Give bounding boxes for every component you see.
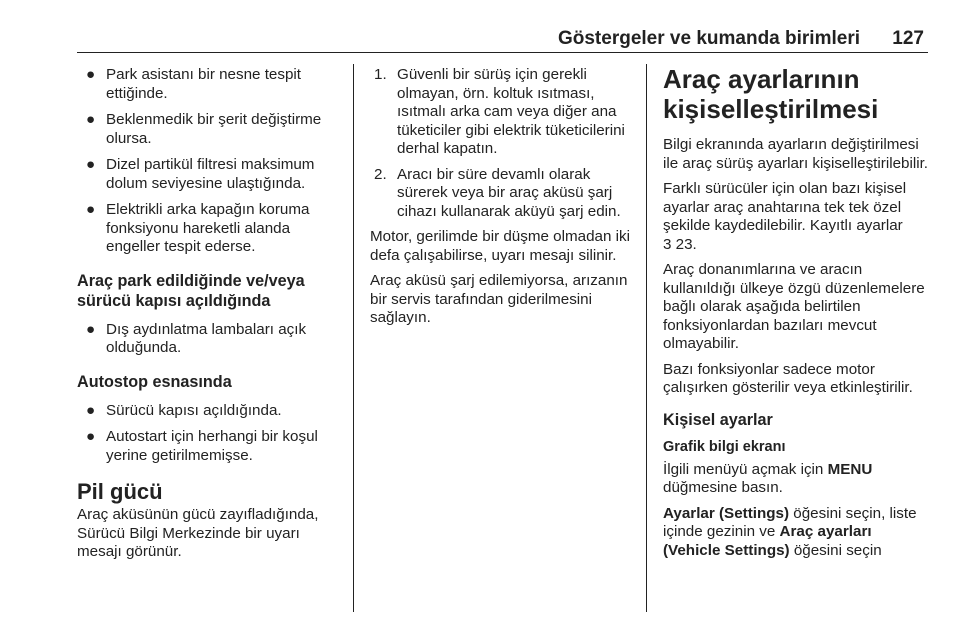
- paragraph-settings-nav: Ayarlar (Settings) öğesini seçin, liste içinde gezinin ve Araç ayarları (Vehicle Settings) öğesini seçin: [663, 504, 917, 559]
- paragraph-service: Araç aküsü şarj edilemiyorsa, arızanın bir servis tarafından giderilmesini sağlayın.: [370, 272, 628, 326]
- bullet-icon: ●: [86, 320, 96, 338]
- list-item: ● Sürücü kapısı açıldığında.: [86, 401, 282, 419]
- vehicle-settings-label: Araç ayarları (Vehicle Settings): [663, 523, 872, 559]
- battery-power-text: Araç aküsünün gücü zayıfladığında, Sürücü Bilgi Merkezinde bir uyarı mesajı görünür.: [77, 506, 319, 560]
- list-item: ● Dış aydınlatma lambaları açık olduğunda.: [86, 320, 307, 356]
- bullet-icon: ●: [86, 111, 96, 128]
- section-title: Araç ayarlarının kişiselleştirilmesi: [663, 64, 879, 124]
- column-divider-left: [353, 64, 354, 612]
- page-number: 127: [892, 28, 924, 49]
- column-divider-right: [646, 64, 647, 612]
- battery-steps-list: [370, 66, 636, 221]
- warning-conditions-list: [77, 66, 339, 257]
- bullet-icon: ●: [86, 66, 96, 83]
- page-reference: 3 23.: [663, 235, 697, 253]
- bullet-icon: ●: [86, 428, 96, 445]
- paragraph-availability: Araç donanımlarına ve aracın kullanıldığı ülkeye özgü düzenlemelere bağlı olarak aşağıda belirtilen fonksiyonlardan bazıları mevcut olmayabilir.: [663, 261, 925, 352]
- chapter-title: Göstergeler ve kumanda birimleri: [557, 28, 860, 49]
- paragraph-key-settings: Farklı sürücüler için olan bazı kişisel ayarlar araç anahtarına tek tek özel şekilde kaydedilebilir. Kayıtlı ayarlar 3 23.: [663, 180, 931, 254]
- list-item: ● Autostart için herhangi bir koşul yerine getirilmemişse.: [86, 428, 318, 464]
- bullet-icon: ●: [86, 156, 96, 173]
- paragraph-engine-running: Bazı fonksiyonlar sadece motor çalışırken gösterilir veya etkinleştirilir.: [663, 360, 913, 396]
- heading-graphic-display: Grafik bilgi ekranı: [663, 438, 786, 455]
- list-item: ● Park asistanı bir nesne tespit ettiğinde.: [86, 66, 302, 102]
- heading-battery-power: Pil gücü: [77, 479, 163, 504]
- list-item: ● Beklenmedik bir şerit değiştirme olursa.: [86, 111, 322, 147]
- settings-menu-label: Ayarlar (Settings): [663, 504, 790, 522]
- paragraph-menu: İlgili menüyü açmak için MENU düğmesine basın.: [663, 460, 873, 496]
- bullet-icon: ●: [86, 201, 96, 218]
- column-left: [77, 66, 339, 569]
- heading-door-open: Araç park edildiğinde ve/veya sürücü kapısı açıldığında: [77, 271, 305, 310]
- column-middle: [370, 66, 636, 335]
- page-header: [77, 28, 928, 53]
- heading-autostop: Autostop esnasında: [77, 372, 232, 391]
- list-item: 1. Güvenli bir sürüş için gerekli olmayan, örn. koltuk ısıtması, ısıtmalı arka cam veya diğer ana tüketiciler gibi elektrik tüketicilerini derhal kapatın.: [374, 66, 625, 157]
- paragraph-voltage: Motor, gerilimde bir düşme olmadan iki defa çalışabilirse, uyarı mesajı silinir.: [370, 228, 630, 264]
- column-right: [663, 66, 931, 567]
- list-item: ● Elektrikli arka kapağın koruma fonksiyonu hareketli alanda engeller tespit ederse.: [86, 201, 310, 255]
- heading-personal-settings: Kişisel ayarlar: [663, 410, 773, 429]
- paragraph-intro: Bilgi ekranında ayarların değiştirilmesi ile araç sürüş ayarları kişiselleştirilebilir.: [663, 136, 929, 172]
- bullet-icon: ●: [86, 401, 96, 419]
- autostop-conditions-list: [77, 402, 339, 466]
- list-item: 2. Aracı bir süre devamlı olarak sürerek veya bir araç aküsü şarj cihazı kullanarak aküyü şarj edin.: [374, 165, 621, 220]
- menu-button-label: MENU: [827, 460, 873, 478]
- list-item: ● Dizel partikül filtresi maksimum dolum seviyesine ulaştığında.: [86, 156, 315, 192]
- door-conditions-list: [77, 321, 339, 358]
